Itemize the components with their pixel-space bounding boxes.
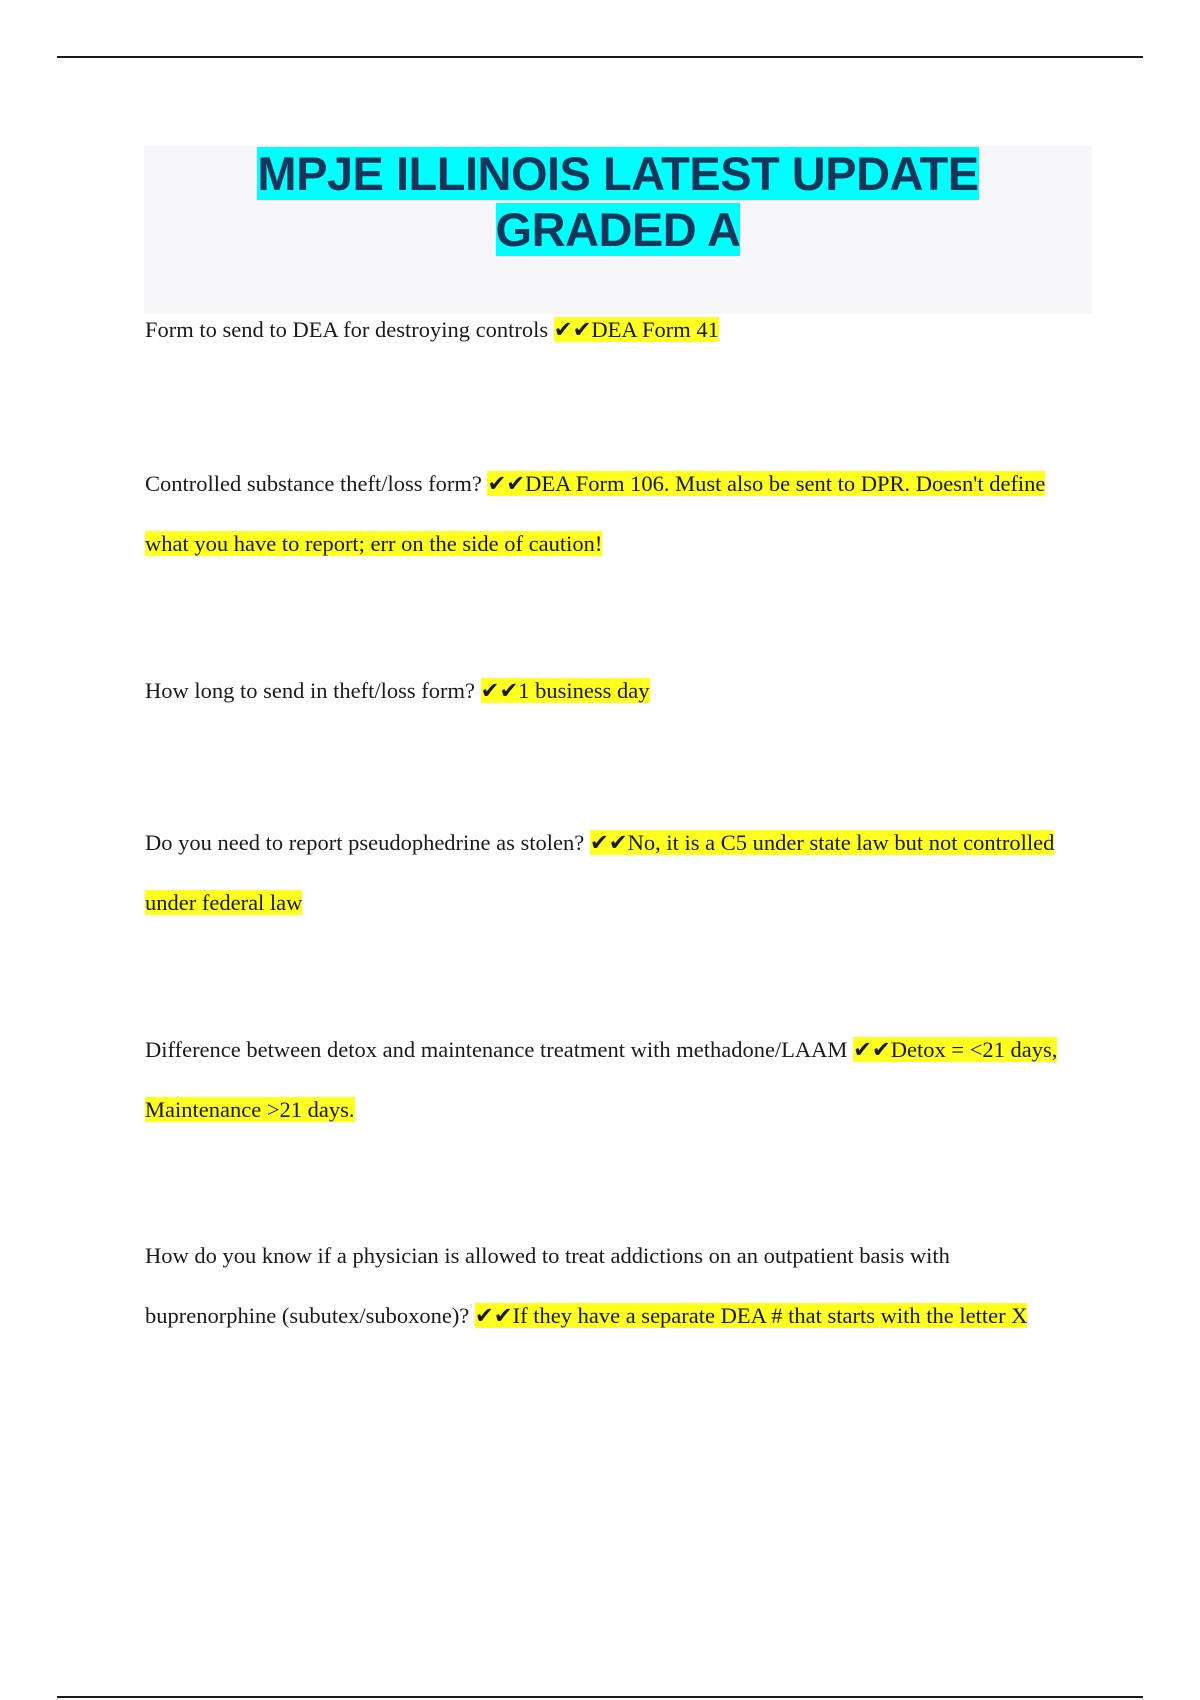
question-4: Do you need to report pseudophedrine as stolen? xyxy=(145,830,585,855)
qa-item-4 xyxy=(145,813,1075,933)
question-5: Difference between detox and maintenance treatment with methadone/LAAM xyxy=(145,1037,848,1062)
qa-item-6 xyxy=(145,1226,1075,1346)
answer-5: ✔✔Detox = <21 days, Maintenance >21 days. xyxy=(145,1037,1058,1122)
qa-item-2 xyxy=(145,454,1075,574)
title-banner xyxy=(144,146,1092,314)
bottom-rule xyxy=(57,1696,1143,1698)
top-rule xyxy=(57,56,1143,58)
qa-item-1 xyxy=(145,300,1075,360)
question-1: Form to send to DEA for destroying controls xyxy=(145,317,549,342)
question-3: How long to send in theft/loss form? xyxy=(145,678,475,703)
qa-item-5 xyxy=(145,1020,1075,1140)
answer-1: ✔✔DEA Form 41 xyxy=(553,317,719,342)
answer-4: ✔✔No, it is a C5 under state law but not controlled under federal law xyxy=(145,830,1055,915)
document-title: MPJE ILLINOIS LATEST UPDATE GRADED A xyxy=(257,147,979,256)
answer-2: ✔✔DEA Form 106. Must also be sent to DPR. Doesn't define what you have to report; err on the side of caution! xyxy=(145,471,1046,556)
question-2: Controlled substance theft/loss form? xyxy=(145,471,482,496)
answer-3: ✔✔1 business day xyxy=(480,678,650,703)
question-6: How do you know if a physician is allowed to treat addictions on an outpatient basis with buprenorphine (subutex/suboxone)? xyxy=(145,1243,950,1328)
qa-item-3 xyxy=(145,661,1075,721)
answer-6: ✔✔If they have a separate DEA # that starts with the letter X xyxy=(474,1303,1028,1328)
